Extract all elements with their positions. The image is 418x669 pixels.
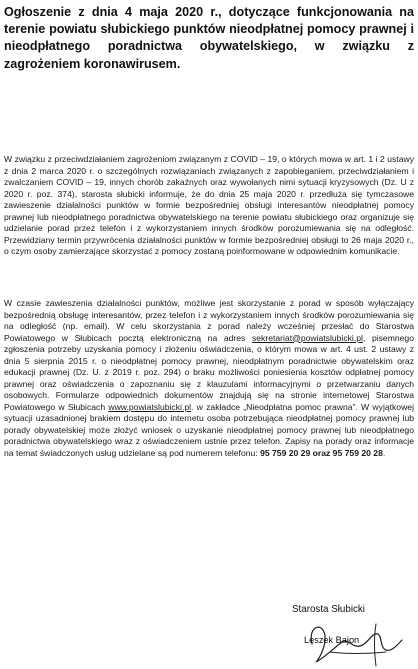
email-link[interactable]: sekretariat@powiatslubicki.pl xyxy=(251,332,363,343)
paragraph-remote-advice xyxy=(4,298,414,459)
paragraph-text: W czasie zawieszenia działalności punktów, możliwe jest skorzystanie z porad w sposób wyłączający bezpośrednią obsługę interesantów, przez telefon i z wykorzystaniem innych środków porozumiewania się na odległość (np. email). W celu skorzystania z porad należy wcześniej przesłać do Starostwa Powiatowego w Słubicach pocztą elektroniczną na adres xyxy=(4,298,414,343)
paragraph-text: , pisemnego zgłoszenia potrzeby uzyskania pomocy i złożeniu oświadczenia, o którym mowa w art. 4 ust. 2 ustawy z dnia 5 sierpnia 2015 r. o nieodpłatnej pomocy prawnej, nieodpłatnym poradnictwie obywatelskim oraz edukacji prawnej (Dz. U. z 2019 r. poz. 294) o braku możliwości poniesienia kosztów odpłatnej pomocy prawnej oraz oświadczenia o zapoznaniu się z klauzulami informacyjnymi o przetwarzaniu danych osobowych. Formularze odpowiednich dokumentów znajdują się na stronie internetowej Starostwa Powiatowego w Słubicach xyxy=(4,332,414,412)
announcement-title: Ogłoszenie z dnia 4 maja 2020 r., dotyczące funkcjonowania na terenie powiatu słubickiego punktów nieodpłatnej pomocy prawnej i nieodpłatnego poradnictwa obywatelskiego, w związku z zagrożeniem koronawirusem. xyxy=(4,5,414,71)
paragraph-text: . w zakładce „Nieodpłatna pomoc prawna”. W wyjątkowej sytuacji uzasadnionej brakiem dostępu do internetu osoba potrzebująca nieodpłatnej pomocy prawnej lub porady obywatelskiej może złożyć wniosek o uzyskanie nieodpłatnej pomocy prawnej lub nieodpłatnego poradnictwa obywatelskiego wraz z oświadczeniem ustnie przez telefon. Zapisy na porady oraz informacje na temat świadczonych usług udzielane są pod numerem telefonu: xyxy=(4,401,414,458)
website-link[interactable]: www.powiatslubicki.pl xyxy=(108,401,192,412)
signatory-title: Starosta Słubicki xyxy=(292,604,365,615)
phone-numbers: 95 759 20 29 oraz 95 759 20 28 xyxy=(260,447,383,458)
paragraph-suspension-info: W związku z przeciwdziałaniem zagrożeniom związanym z COVID – 19, o których mowa w art. 1 i 2 ustawy z dnia 2 marca 2020 r. o szczególnych rozwiązaniach związanych z zapobieganiem, przeciwdziałaniem i zwalczaniem COVID – 19, innych chorób zakaźnych oraz wywołanych nimi sytuacji kryzysowych (Dz. U z 2020 r. poz. 374), starosta słubicki informuje, że do dnia 25 maja 2020 r. przedłuża się tymczasowe zawieszenie działalności punktów w formie bezpośredniej obsługi interesantów nieodpłatnej pomocy prawnej lub nieodpłatnego poradnictwa obywatelskiego na terenie powiatu słubickiego oraz organizuje się udzielanie porad przez telefon i z wykorzystaniem innych środków porozumiewania się na odległość. Przewidziany termin przywrócenia działalności punktów w formie bezpośredniej obsługi to 26 maja 2020 r., o czym osoby zamierzające skorzystać z pomocy zostaną poinformowane w odpowiednim komunikacie. xyxy=(4,154,414,256)
signatory-name: Leszek Bajon xyxy=(304,635,360,645)
paragraph-text: . xyxy=(382,447,386,458)
